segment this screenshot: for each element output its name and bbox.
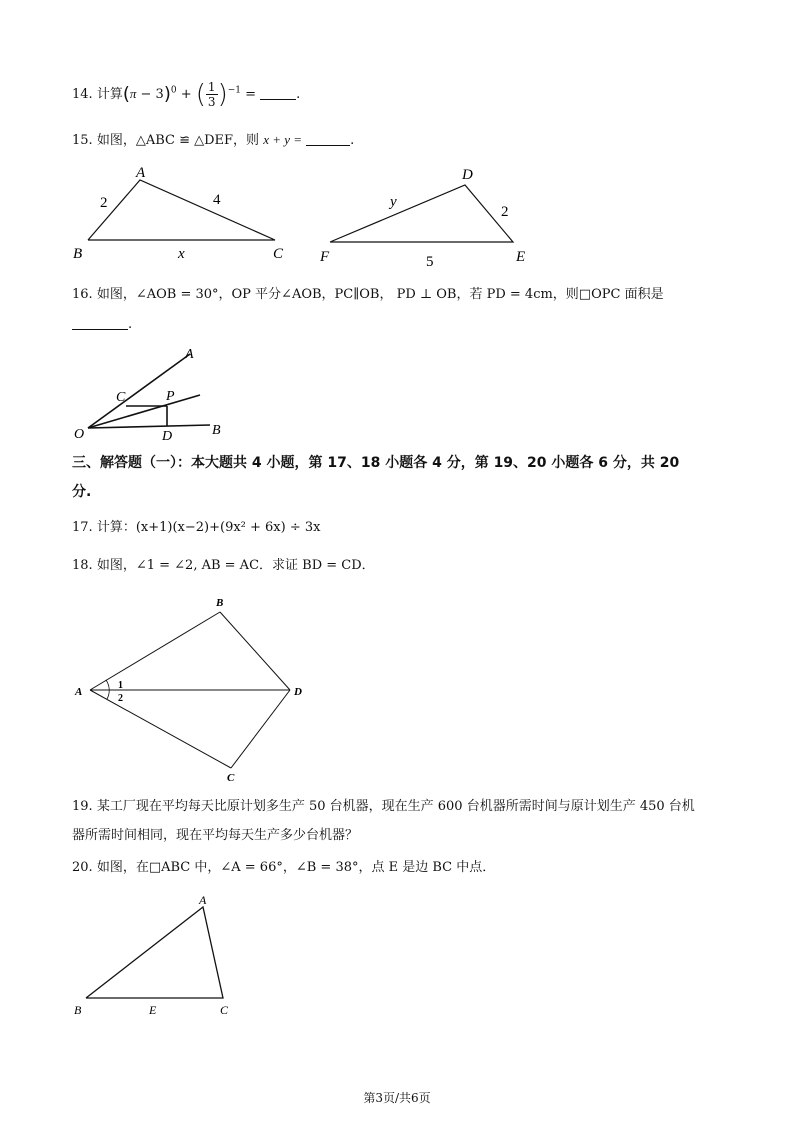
label-A: A: [185, 347, 194, 362]
label-O: O: [74, 427, 85, 442]
q14-number: 14.: [72, 87, 93, 102]
q18-text: 如图，∠1 = ∠2, AB = AC．求证 BD = CD．: [96, 558, 375, 573]
label-D: D: [162, 429, 173, 444]
q16-answer-blank: [72, 315, 128, 330]
question-19-line2: 器所需时间相同，现在平均每天生产多少台机器？: [72, 828, 359, 843]
q15-figure-left: [70, 160, 300, 270]
label-B: B: [216, 597, 224, 609]
q14-fraction: $\frac{1}{3}$: [207, 80, 216, 109]
label-C: C: [273, 246, 284, 262]
q20-text: 如图，在□ABC 中，∠A = 66°，∠B = 38°，点 E 是边 BC 中点．: [96, 860, 496, 875]
q20-figure: [70, 890, 250, 1025]
label-C: C: [227, 772, 235, 784]
question-17: [72, 518, 320, 538]
q17-number: 17.: [72, 520, 93, 535]
question-20: [72, 858, 495, 878]
label-C: C: [220, 1003, 229, 1017]
q15-answer-blank: [306, 131, 350, 146]
q20-number: 20.: [72, 860, 93, 875]
page-footer: 第3页/共6页: [363, 1091, 431, 1105]
q15-text: 如图，△ABC ≌ △DEF，则: [96, 133, 260, 148]
label-E: E: [149, 1003, 157, 1017]
question-16-line2: .: [72, 315, 132, 335]
label-A: A: [75, 686, 83, 698]
q15-expr: x + y =: [263, 132, 303, 147]
q19-text: 某工厂现在平均每天比原计划多生产 50 台机器，现在生产 600 台机器所需时间与原计划生产 450 台机: [96, 799, 695, 814]
question-18: [72, 556, 375, 576]
label-D: D: [294, 686, 302, 698]
q18-number: 18.: [72, 558, 93, 573]
q14-answer-blank: [260, 85, 296, 100]
section-3-heading-line2: 分.: [72, 484, 92, 500]
question-15: 15. 如图，△ABC ≌ △DEF，则 x + y = .: [72, 132, 355, 148]
q19-number: 19.: [72, 799, 93, 814]
question-14: 14. 计算$(\pi - 3)^0$ + ( $\frac{1}{3}$ )$^{-1}$ = .: [72, 79, 301, 110]
side-fd: y: [390, 194, 397, 210]
question-16: [72, 285, 664, 305]
q18-figure: [70, 592, 320, 787]
label-E: E: [516, 249, 526, 265]
label-D: D: [462, 167, 473, 183]
side-ac: 4: [213, 192, 221, 208]
side-fe: 5: [426, 254, 434, 270]
label-B: B: [212, 423, 221, 438]
q16-text: 如图，∠AOB = 30°，OP 平分∠AOB，PC∥OB， PD ⊥ OB，若 PD = 4cm，则□OPC 面积是: [96, 287, 664, 302]
label-B: B: [73, 246, 83, 262]
q16-figure: [70, 342, 240, 447]
q17-text: 计算：(x+1)(x−2)+(9x² + 6x) ÷ 3x: [96, 520, 321, 535]
label-C: C: [116, 390, 126, 405]
question-19: [72, 797, 695, 817]
q14-prefix: 计算: [96, 87, 123, 102]
label-F: F: [320, 249, 330, 265]
label-A: A: [199, 893, 207, 907]
label-P: P: [166, 389, 175, 404]
side-ab: 2: [100, 195, 108, 211]
angle-1: 1: [118, 680, 123, 691]
label-A: A: [136, 165, 146, 181]
angle-2: 2: [118, 693, 123, 704]
q16-number: 16.: [72, 287, 93, 302]
label-B: B: [74, 1003, 82, 1017]
q15-number: 15.: [72, 133, 93, 148]
q15-figure-right: [315, 160, 545, 270]
side-de: 2: [501, 204, 509, 220]
side-bc: x: [178, 246, 185, 262]
section-3-heading: 三、解答题（一）：本大题共 4 小题，第 17、18 小题各 4 分，第 19、20 小题各 6 分，共 20: [72, 455, 680, 471]
